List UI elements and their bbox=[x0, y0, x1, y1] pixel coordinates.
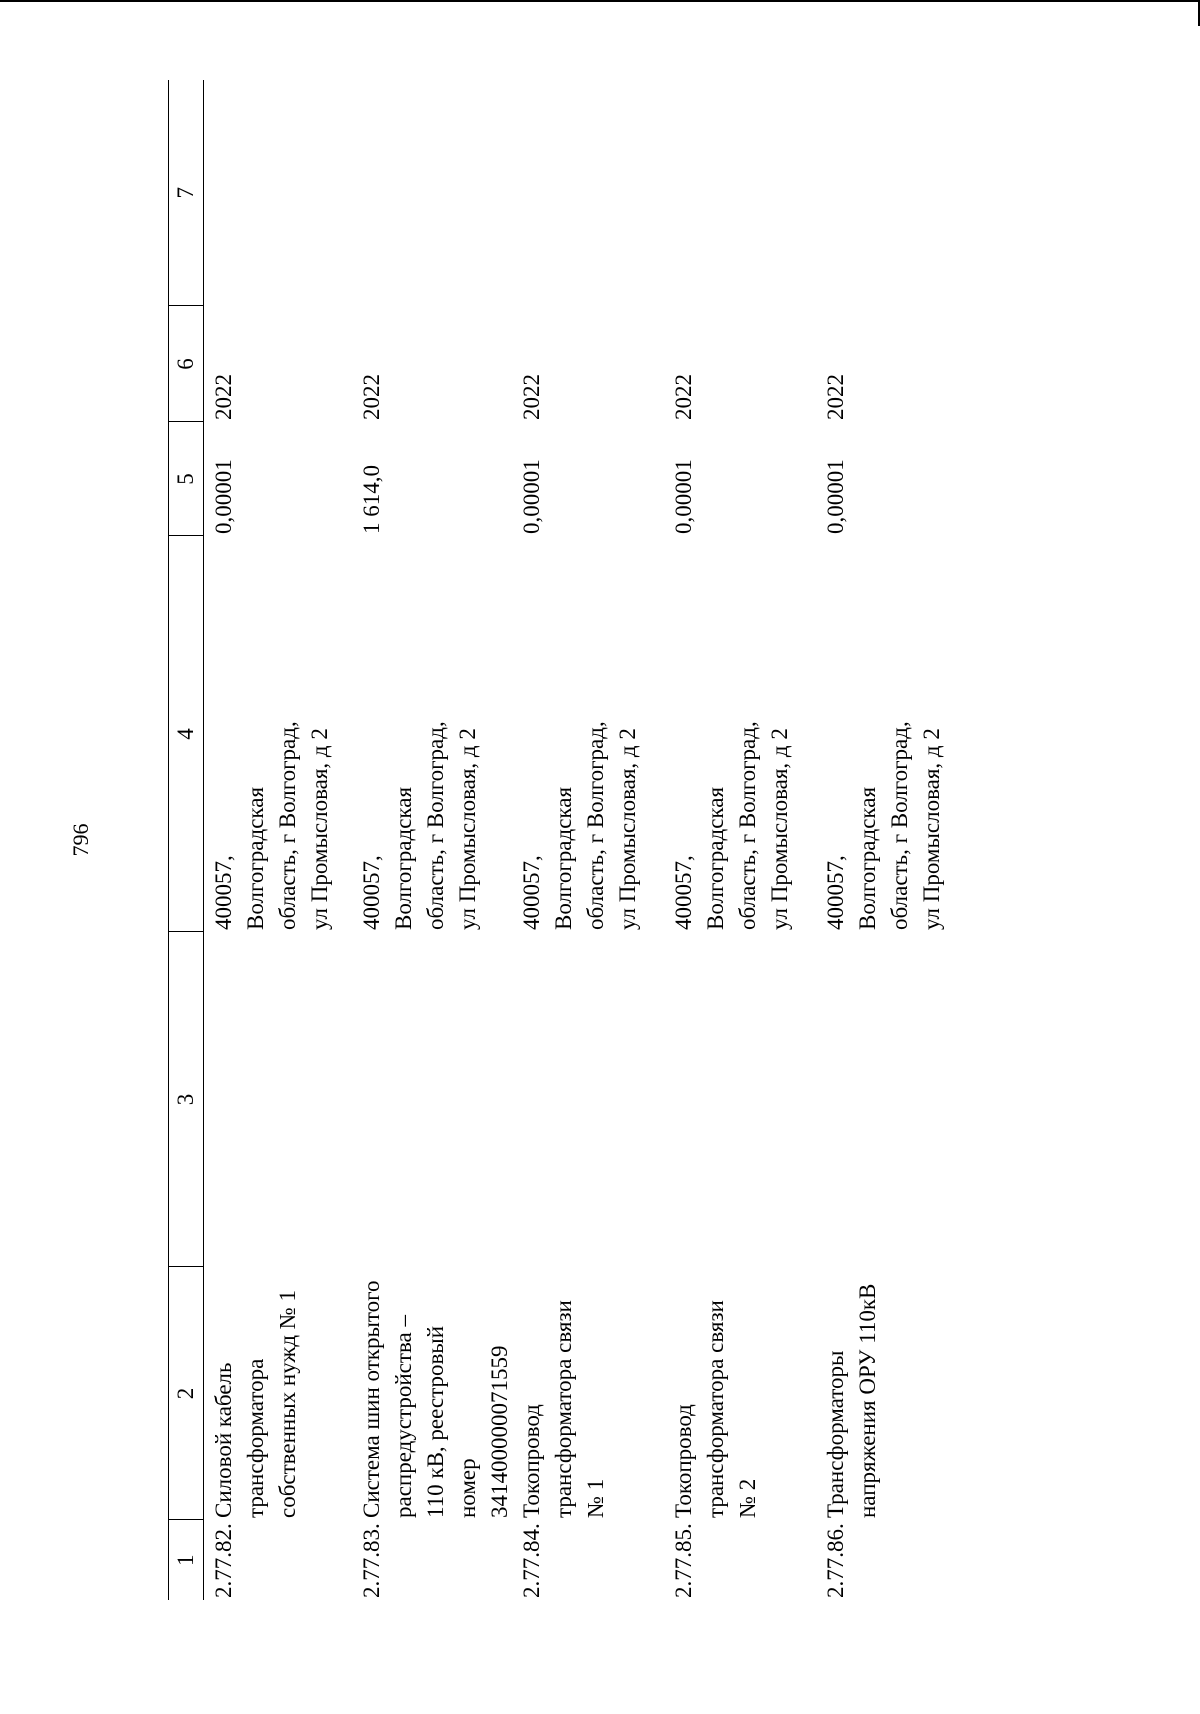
address-line: область, г Волгоград, bbox=[734, 721, 760, 930]
table-row bbox=[516, 80, 668, 1600]
cell-col3 bbox=[820, 932, 972, 1267]
address-line: Волгоградская bbox=[243, 786, 268, 930]
object-value: 0,00001 bbox=[518, 459, 544, 534]
name-line: Токопровод bbox=[670, 1404, 696, 1518]
cell-col7 bbox=[516, 80, 668, 306]
object-value: 0,00001 bbox=[670, 459, 696, 534]
address-line: 400057, bbox=[358, 855, 384, 930]
cell-col3 bbox=[668, 932, 820, 1267]
object-year: 2022 bbox=[211, 374, 236, 420]
cell-col3 bbox=[204, 932, 356, 1267]
header-cell-1: 1 bbox=[169, 1520, 204, 1600]
address-line: ул Промысловая, д 2 bbox=[307, 728, 332, 930]
row-number: 2.77.86. bbox=[822, 1523, 848, 1598]
object-year: 2022 bbox=[670, 374, 696, 420]
name-line: распредустройства – bbox=[390, 1315, 416, 1518]
address-line: 400057, bbox=[211, 855, 236, 930]
header-cell-5: 5 bbox=[169, 422, 204, 536]
object-address bbox=[668, 536, 820, 932]
cell-col3 bbox=[516, 932, 668, 1267]
name-line: 341400000071559 bbox=[486, 1345, 512, 1518]
header-cell-6: 6 bbox=[169, 306, 204, 422]
address-line: Волгоградская bbox=[390, 786, 416, 930]
name-line: Трансформаторы bbox=[822, 1350, 848, 1518]
name-line: напряжения ОРУ 110кВ bbox=[854, 1283, 880, 1518]
table-row bbox=[820, 80, 972, 1600]
object-value: 1 614,0 bbox=[358, 465, 384, 534]
object-year: 2022 bbox=[518, 374, 544, 420]
object-name bbox=[668, 1267, 820, 1520]
cell-col7 bbox=[820, 80, 972, 306]
cell-col7 bbox=[668, 80, 820, 306]
address-line: 400057, bbox=[822, 855, 848, 930]
address-line: Волгоградская bbox=[702, 786, 728, 930]
address-line: ул Промысловая, д 2 bbox=[454, 728, 480, 930]
cell-col7 bbox=[356, 80, 516, 306]
table-header-row bbox=[169, 80, 204, 1600]
object-address bbox=[204, 536, 356, 932]
row-number: 2.77.84. bbox=[518, 1523, 544, 1598]
property-table bbox=[168, 80, 972, 1600]
header-cell-3: 3 bbox=[169, 932, 204, 1267]
name-line: трансформатора bbox=[243, 1358, 268, 1518]
address-line: область, г Волгоград, bbox=[422, 721, 448, 930]
scan-edge-top bbox=[0, 0, 1200, 2]
name-line: 110 кВ, реестровый номер bbox=[422, 1325, 480, 1518]
address-line: ул Промысловая, д 2 bbox=[918, 728, 944, 930]
table-row bbox=[204, 80, 356, 1600]
header-cell-7: 7 bbox=[169, 80, 204, 306]
header-cell-2: 2 bbox=[169, 1267, 204, 1520]
name-line: Силовой кабель bbox=[211, 1362, 236, 1518]
address-line: область, г Волгоград, bbox=[275, 721, 300, 930]
address-line: 400057, bbox=[670, 855, 696, 930]
object-address bbox=[820, 536, 972, 932]
address-line: Волгоградская bbox=[550, 786, 576, 930]
row-number: 2.77.83. bbox=[358, 1523, 384, 1598]
address-line: область, г Волгоград, bbox=[582, 721, 608, 930]
address-line: Волгоградская bbox=[854, 786, 880, 930]
object-name bbox=[204, 1267, 356, 1520]
address-line: область, г Волгоград, bbox=[886, 721, 912, 930]
name-line: собственных нужд № 1 bbox=[275, 1290, 300, 1518]
table-row bbox=[356, 80, 516, 1600]
address-line: ул Промысловая, д 2 bbox=[614, 728, 640, 930]
object-value: 0,00001 bbox=[211, 459, 236, 534]
name-line: трансформатора связи bbox=[550, 1300, 576, 1518]
cell-col7 bbox=[204, 80, 356, 306]
object-year: 2022 bbox=[358, 374, 384, 420]
row-number: 2.77.85. bbox=[670, 1523, 696, 1598]
name-line: Токопровод bbox=[518, 1404, 544, 1518]
row-number: 2.77.82. bbox=[211, 1523, 236, 1598]
name-line: трансформатора связи bbox=[702, 1300, 728, 1518]
table-row bbox=[668, 80, 820, 1600]
object-value: 0,00001 bbox=[822, 459, 848, 534]
name-line: Система шин открытого bbox=[358, 1280, 384, 1518]
object-name bbox=[516, 1267, 668, 1520]
object-name bbox=[356, 1267, 516, 1520]
object-address bbox=[356, 536, 516, 932]
cell-col3 bbox=[356, 932, 516, 1267]
header-cell-4: 4 bbox=[169, 536, 204, 932]
object-address bbox=[516, 536, 668, 932]
address-line: ул Промысловая, д 2 bbox=[766, 728, 792, 930]
object-name bbox=[820, 1267, 972, 1520]
page-number: 796 bbox=[68, 823, 93, 857]
name-line: № 2 bbox=[734, 1478, 760, 1518]
address-line: 400057, bbox=[518, 855, 544, 930]
rotated-content bbox=[68, 80, 1068, 1600]
object-year: 2022 bbox=[822, 374, 848, 420]
name-line: № 1 bbox=[582, 1478, 608, 1518]
